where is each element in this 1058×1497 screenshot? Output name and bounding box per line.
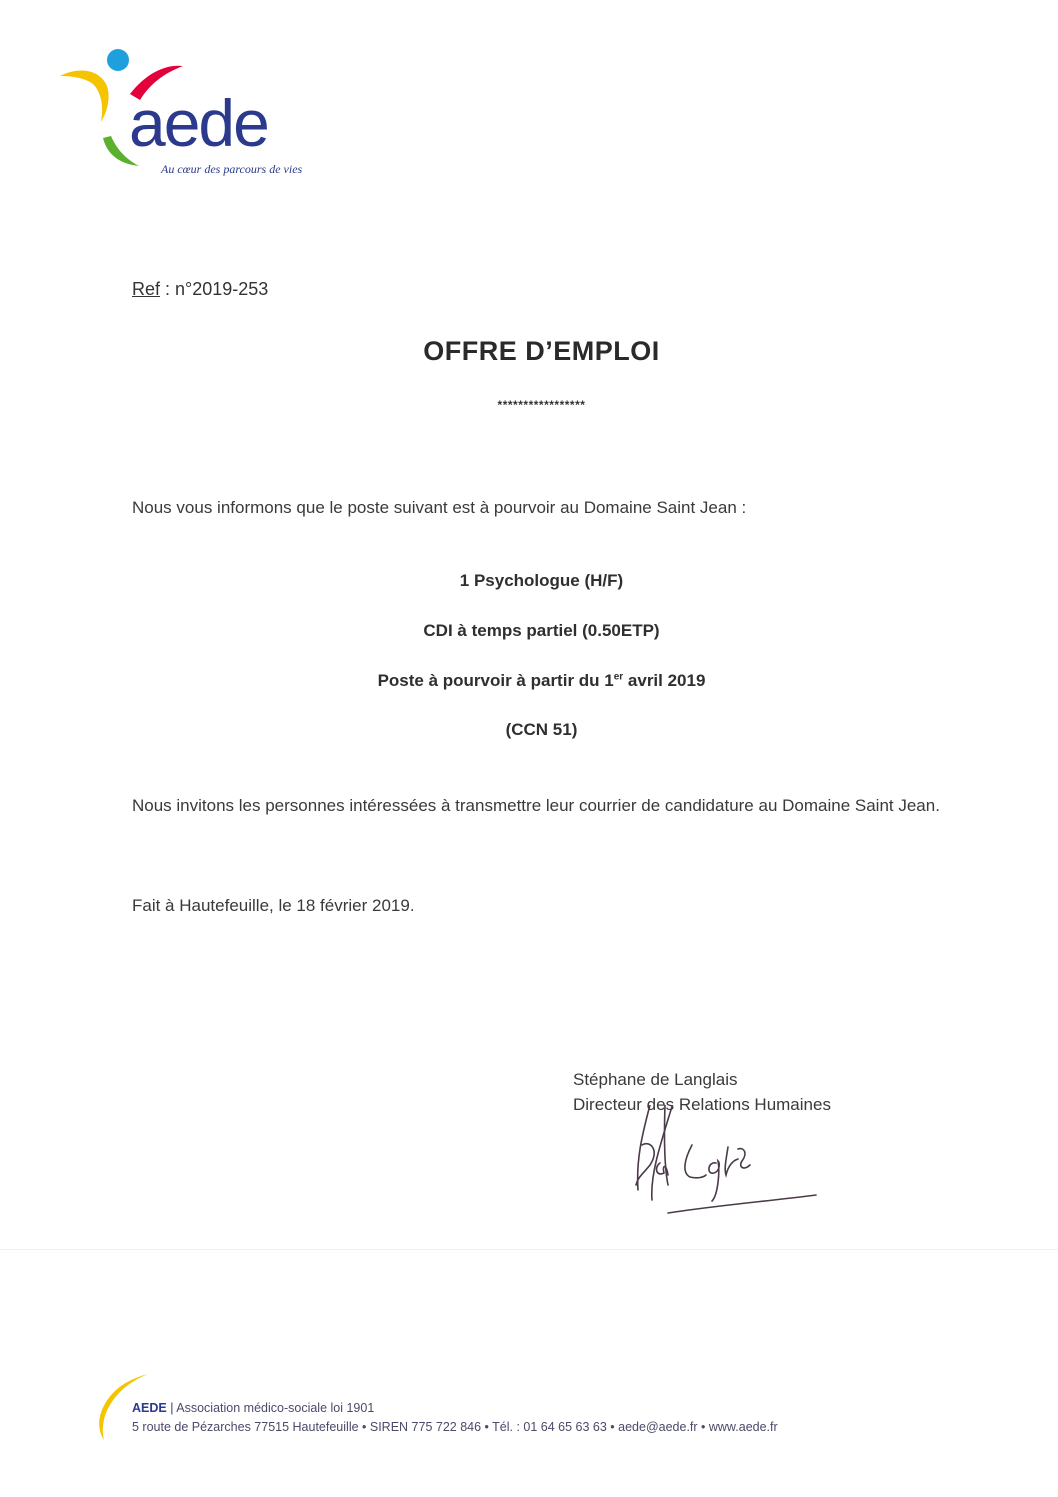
aede-logo: [55, 42, 355, 192]
logo-dot: [107, 49, 129, 71]
invite-paragraph: Nous invitons les personnes intéressées à transmettre leur courrier de candidature au Domaine Saint Jean.: [132, 796, 940, 815]
footer-brand: AEDE: [132, 1401, 167, 1415]
reference-label: Ref: [132, 279, 161, 299]
footer-divider: [0, 1249, 1058, 1250]
contract-type: CDI à temps partiel (0.50ETP): [423, 621, 660, 640]
logo-tagline: Au cœur des parcours de vies: [161, 162, 303, 176]
footer-contact: 5 route de Pézarches 77515 Hautefeuille • SIREN 775 722 846 • Tél. : 01 64 65 63 63 • aede@aede.fr • www.aede.fr: [132, 1420, 778, 1434]
start-date: [0, 671, 1058, 691]
logo-wordmark: aede: [129, 86, 268, 160]
reference-number: : n°2019-253: [160, 279, 269, 299]
intro-paragraph: Nous vous informons que le poste suivant est à pourvoir au Domaine Saint Jean :: [132, 498, 747, 517]
page-title: OFFRE D’EMPLOI: [423, 336, 660, 366]
footer-separator: |: [170, 1401, 174, 1415]
start-date-ordinal: er: [613, 671, 624, 683]
handwritten-signature: [620, 1105, 830, 1220]
separator-stars: *****************: [497, 398, 586, 412]
logo-yellow-swoosh: [60, 71, 109, 122]
reference: [132, 279, 268, 300]
start-date-prefix: Poste à pourvoir à partir du 1: [377, 671, 614, 690]
footer-association: [132, 1401, 374, 1415]
signatory-role: Directeur des Relations Humaines: [573, 1095, 831, 1114]
footer-association-text: Association médico-sociale loi 1901: [176, 1401, 375, 1415]
start-date-suffix: avril 2019: [623, 671, 706, 690]
place-date: Fait à Hautefeuille, le 18 février 2019.: [132, 896, 415, 915]
signatory-name: Stéphane de Langlais: [573, 1070, 738, 1089]
collective-agreement: (CCN 51): [505, 720, 578, 739]
position-title: 1 Psychologue (H/F): [459, 571, 624, 590]
